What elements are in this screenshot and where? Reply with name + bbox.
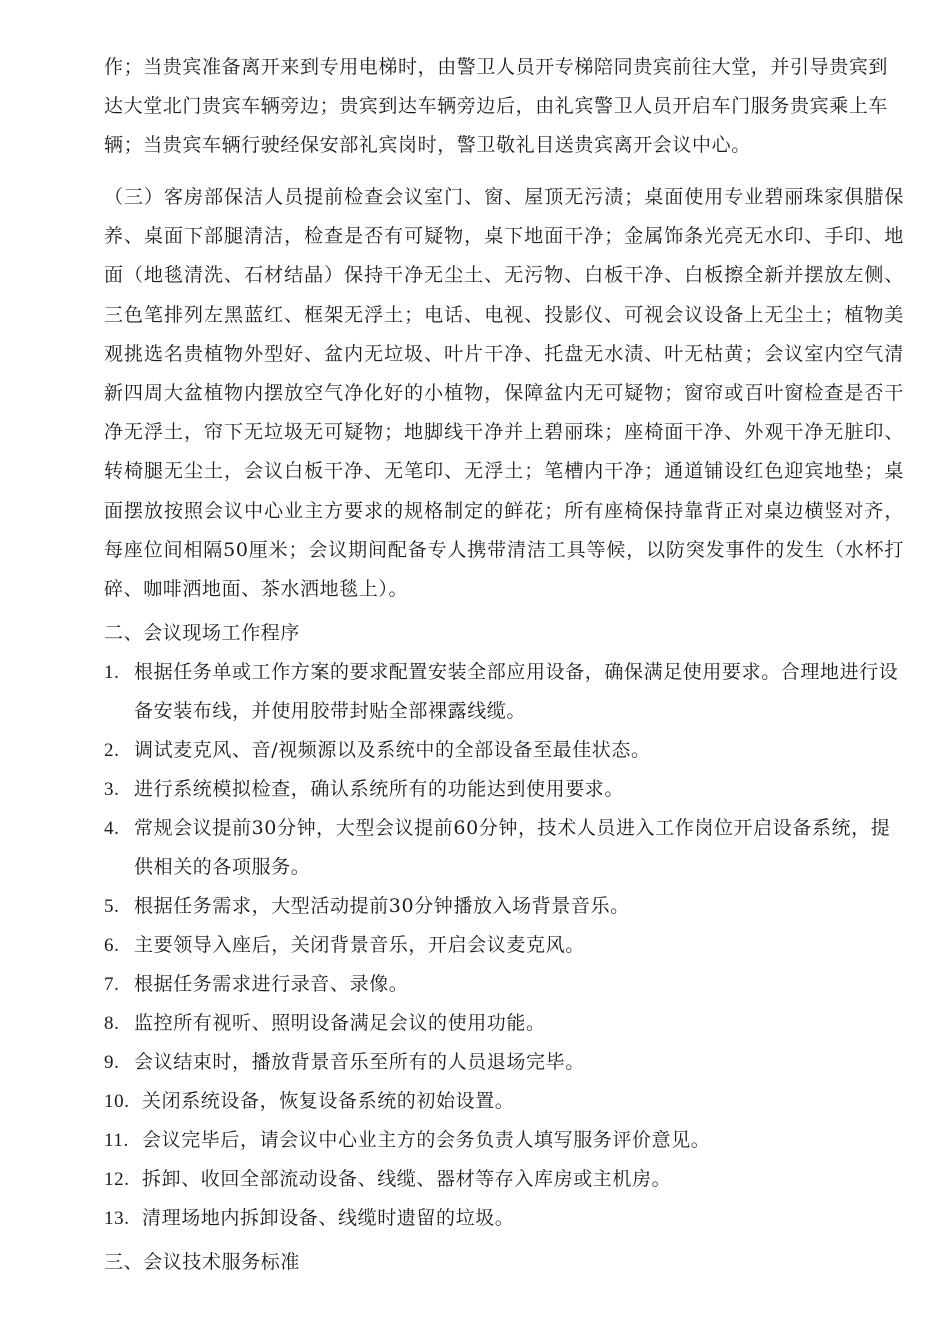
list-item [104,1043,904,1082]
list-item-number: 12. [104,1169,130,1190]
list-item [104,653,904,731]
list-item [104,1199,904,1238]
list-item [104,1082,904,1121]
list-item-text: 会议结束时，播放背景音乐至所有的人员退场完毕。 [134,1051,585,1073]
list-item-number: 4. [104,818,120,839]
list-item-text: 关闭系统设备，恢复设备系统的初始设置。 [142,1090,515,1112]
list-item-number: 7. [104,974,120,995]
procedure-list [104,653,904,1238]
list-item-text: 根据任务需求进行录音、录像。 [134,973,409,995]
list-item-number: 1. [104,662,120,683]
list-item-text: 清理场地内拆卸设备、线缆时遗留的垃圾。 [142,1207,515,1229]
list-item [104,1121,904,1160]
list-item-text: 调试麦克风、音/视频源以及系统中的全部设备至最佳状态。 [134,739,651,761]
list-item-number: 8. [104,1013,120,1034]
list-item-number: 11. [104,1130,129,1151]
list-item [104,965,904,1004]
section-three-paragraph: （三）客房部保洁人员提前检查会议室门、窗、屋顶无污渍；桌面使用专业碧丽珠家俱腊保养、桌面下部腿清洁，检查是否有可疑物，桌下地面干净；金属饰条光亮无水印、手印、地面（地毯清洗、石材结晶）保持干净无尘土、无污物、白板干净、白板擦全新并摆放左侧、三色笔排列左黑蓝红、框架无浮土；电话、电视、投影仪、可视会议设备上无尘土；植物美观挑选名贵植物外型好、盆内无垃圾、叶片干净、托盘无水渍、叶无枯黄；会议室内空气清新四周大盆植物内摆放空气净化好的小植物，保障盆内无可疑物；窗帘或百叶窗检查是否干净无浮土，帘下无垃圾无可疑物；地脚线干净并上碧丽珠；座椅面干净、外观干净无脏印、转椅腿无尘土，会议白板干净、无笔印、无浮土；笔槽内干净；通道铺设红色迎宾地垫；桌面摆放按照会议中心业主方要求的规格制定的鲜花；所有座椅保持靠背正对桌边横竖对齐，每座位间相隔50厘米；会议期间配备专人携带清洁工具等候，以防突发事件的发生（水杯打碎、咖啡洒地面、茶水洒地毯上）。 [104,186,904,601]
list-item-number: 3. [104,779,120,800]
list-item-text: 根据任务需求，大型活动提前30分钟播放入场背景音乐。 [134,895,630,917]
list-item-number: 5. [104,896,120,917]
list-item-text: 主要领导入座后，关闭背景音乐，开启会议麦克风。 [134,934,585,956]
list-item-number: 6. [104,935,120,956]
list-item [104,1160,904,1199]
intro-paragraph: 作；当贵宾准备离开来到专用电梯时，由警卫人员开专梯陪同贵宾前往大堂，并引导贵宾到达大堂北门贵宾车辆旁边；贵宾到达车辆旁边后，由礼宾警卫人员开启车门服务贵宾乘上车辆；当贵宾车辆行驶经保安部礼宾岗时，警卫敬礼目送贵宾离开会议中心。 [104,56,889,157]
list-item [104,731,904,770]
list-item-number: 9. [104,1052,120,1073]
list-item [104,926,904,965]
list-item-text: 监控所有视听、照明设备满足会议的使用功能。 [134,1012,546,1034]
list-item [104,1004,904,1043]
list-item [104,770,904,809]
list-item-text: 常规会议提前30分钟，大型会议提前60分钟，技术人员进入工作岗位开启设备系统，提供相关的各项服务。 [134,817,891,878]
list-item [104,809,904,887]
list-item-number: 2. [104,740,120,761]
list-item-text: 会议完毕后，请会议中心业主方的会务负责人填写服务评价意见。 [142,1129,711,1151]
list-item-text: 根据任务单或工作方案的要求配置安装全部应用设备，确保满足使用要求。合理地进行设备安装布线，并使用胶带封贴全部裸露线缆。 [134,661,899,722]
heading-work-procedure: 二、会议现场工作程序 [104,622,301,644]
heading-technical-standards: 三、会议技术服务标准 [104,1251,301,1273]
list-item-text: 拆卸、收回全部流动设备、线缆、器材等存入库房或主机房。 [142,1168,672,1190]
list-item-number: 13. [104,1208,130,1229]
list-item-number: 10. [104,1091,130,1112]
list-item [104,887,904,926]
list-item-text: 进行系统模拟检查，确认系统所有的功能达到使用要求。 [134,778,625,800]
